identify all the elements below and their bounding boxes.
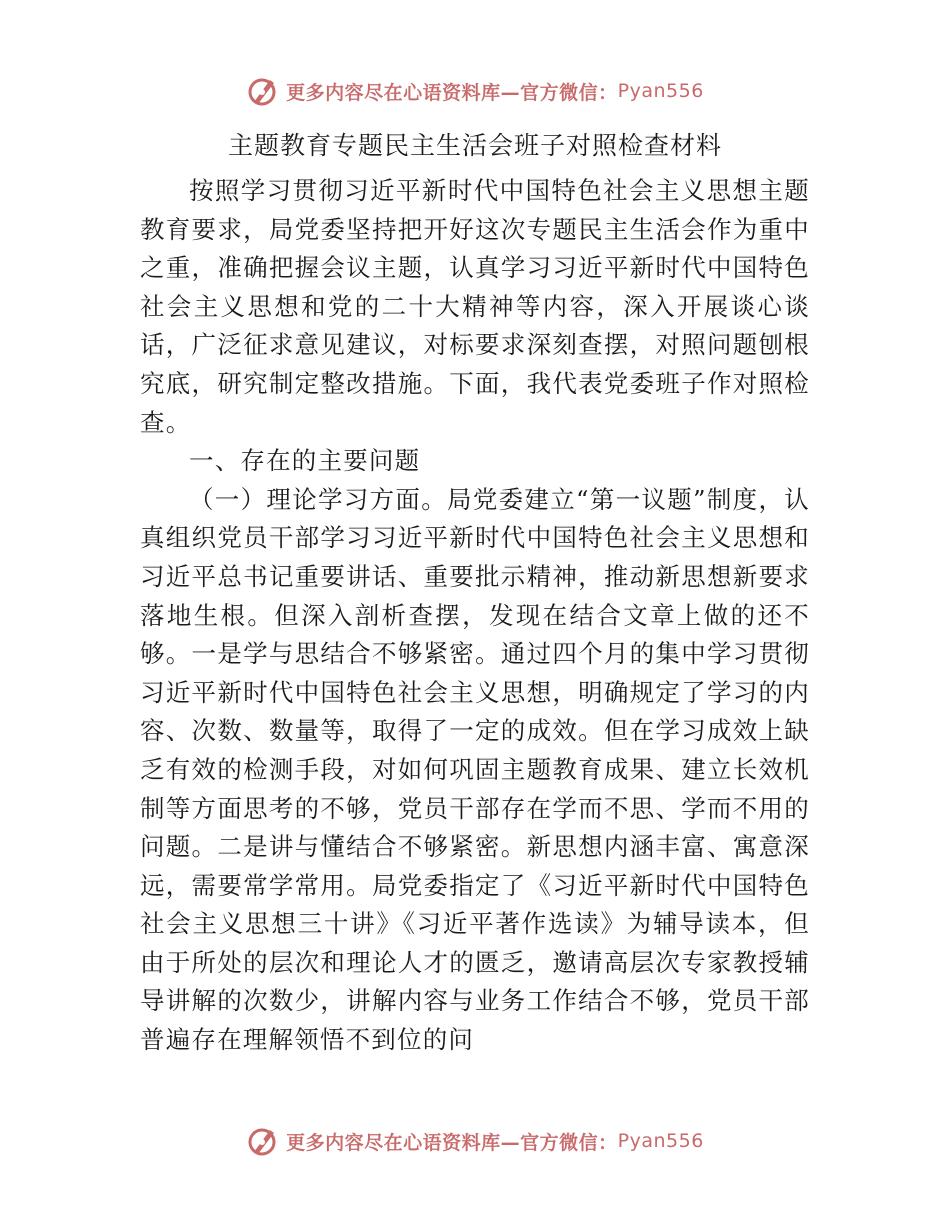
watermark-text: 更多内容尽在心语资料库—官方微信：: [286, 81, 618, 104]
pen-logo-icon: [246, 1124, 280, 1158]
section-heading: 一、存在的主要问题: [189, 446, 421, 476]
watermark-footer: [0, 1124, 950, 1158]
pen-logo-icon: [246, 74, 280, 108]
watermark-wechat-id: Pyan556: [617, 80, 704, 102]
watermark-text: 更多内容尽在心语资料库—官方微信：: [286, 1131, 618, 1154]
intro-paragraph: 按照学习贯彻习近平新时代中国特色社会主义思想主题教育要求，局党委坚持把开好这次专题民主生活会作为重中之重，准确把握会议主题，认真学习习近平新时代中国特色社会主义思想和党的二十大精神等内容，深入开展谈心谈话，广泛征求意见建议，对标要求深刻查摆，对照问题刨根究底，研究制定整改措施。下面，我代表党委班子作对照检查。: [140, 176, 810, 437]
body-paragraph: （一）理论学习方面。局党委建立“第一议题”制度，认真组织党员干部学习习近平新时代中国特色社会主义思想和习近平总书记重要讲话、重要批示精神，推动新思想新要求落地生根。但深入剖析查摆，发现在结合文章上做的还不够。一是学与思结合不够紧密。通过四个月的集中学习贯彻习近平新时代中国特色社会主义思想，明确规定了学习的内容、次数、数量等，取得了一定的成效。但在学习成效上缺乏有效的检测手段，对如何巩固主题教育成果、建立长效机制等方面思考的不够，党员干部存在学而不思、学而不用的问题。二是讲与懂结合不够紧密。新思想内涵丰富、寓意深远，需要常学常用。局党委指定了《习近平新时代中国特色社会主义思想三十讲》《习近平著作选读》为辅导读本，但由于所处的层次和理论人才的匮乏，邀请高层次专家教授辅导讲解的次数少，讲解内容与业务工作结合不够，党员干部普遍存在理解领悟不到位的问: [140, 484, 810, 1055]
document-body: [140, 172, 810, 1060]
document-title: 主题教育专题民主生活会班子对照检查材料: [227, 131, 722, 160]
watermark-header: [0, 74, 950, 108]
watermark-wechat-id: Pyan556: [617, 1130, 704, 1152]
